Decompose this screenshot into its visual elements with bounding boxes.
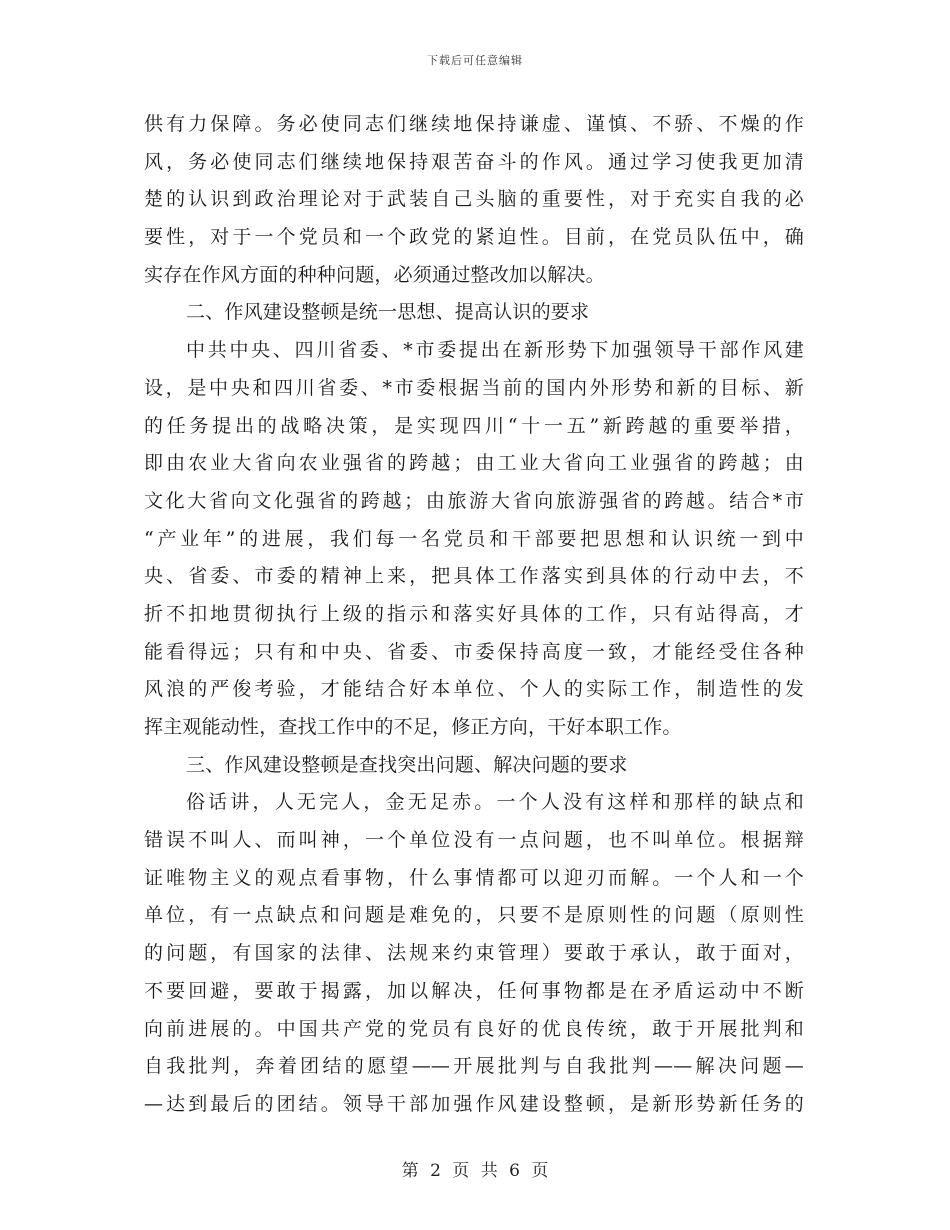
text-line: 文化大省向文化强省的跨越；由旅游大省向旅游强省的跨越。结合*市 — [144, 489, 804, 512]
text-line: 俗话讲，人无完人，金无足赤。一个人没有这样和那样的缺点和 — [186, 791, 804, 814]
text-line: 不要回避，要敢于揭露，加以解决，任何事物都是在矛盾运动中不断 — [144, 979, 804, 1002]
text-line: 设，是中央和四川省委、*市委根据当前的国内外形势和新的目标、新 — [144, 376, 804, 399]
text-line: 要性，对于一个党员和一个政党的紧迫性。目前，在党员队伍中，确 — [144, 226, 804, 249]
text-line: 即由农业大省向农业强省的跨越；由工业大省向工业强省的跨越；由 — [144, 452, 804, 475]
section-heading: 二、作风建设整顿是统一思想、提高认识的要求 — [186, 301, 590, 324]
text-line: 证唯物主义的观点看事物，什么事情都可以迎刃而解。一个人和一个 — [144, 866, 804, 889]
page-header: 下载后可任意编辑 — [427, 54, 523, 67]
text-line: 实存在作风方面的种种问题，必须通过整改加以解决。 — [144, 263, 605, 286]
text-line: 错误不叫人、而叫神，一个单位没有一点问题，也不叫单位。根据辩 — [144, 829, 804, 852]
text-line: 央、省委、市委的精神上来，把具体工作落实到具体的行动中去，不 — [144, 565, 804, 588]
text-line: 单位，有一点缺点和问题是难免的，只要不是原则性的问题（原则性 — [144, 904, 804, 927]
text-line: 折不扣地贯彻执行上级的指示和落实好具体的工作，只有站得高，才 — [144, 602, 804, 625]
text-line: 中共中央、四川省委、*市委提出在新形势下加强领导干部作风建 — [186, 339, 804, 362]
text-line: 挥主观能动性，查找工作中的不足，修正方向，干好本职工作。 — [144, 716, 682, 738]
section-heading: 三、作风建设整顿是查找突出问题、解决问题的要求 — [186, 753, 628, 776]
page-footer: 第 2 页 共 6 页 — [401, 1161, 549, 1181]
text-line: 风浪的严俊考验，才能结合好本单位、个人的实际工作，制造性的发 — [144, 678, 804, 701]
text-line: 楚的认识到政治理论对于武装自己头脑的重要性，对于充实自我的必 — [144, 188, 804, 211]
text-line: 的任务提出的战略决策，是实现四川“十一五”新跨越的重要举措， — [144, 414, 804, 437]
text-line: “产业年”的进展，我们每一名党员和干部要把思想和认识统一到中 — [144, 527, 804, 550]
text-line: 供有力保障。务必使同志们继续地保持谦虚、谨慎、不骄、不燥的作 — [144, 113, 804, 135]
text-line: 向前进展的。中国共产党的党员有良好的优良传统，敢于开展批判和 — [144, 1017, 804, 1040]
text-line: 风，务必使同志们继续地保持艰苦奋斗的作风。通过学习使我更加清 — [144, 150, 804, 173]
text-line: —达到最后的团结。领导干部加强作风建设整顿，是新形势新任务的 — [144, 1092, 804, 1115]
document-body — [144, 106, 804, 1124]
text-line: 的问题，有国家的法律、法规来约束管理）要敢于承认，敢于面对， — [144, 942, 804, 965]
text-line: 能看得远；只有和中央、省委、市委保持高度一致，才能经受住各种 — [144, 640, 804, 663]
text-line: 自我批判，奔着团结的愿望——开展批判与自我批判——解决问题— — [144, 1055, 804, 1078]
